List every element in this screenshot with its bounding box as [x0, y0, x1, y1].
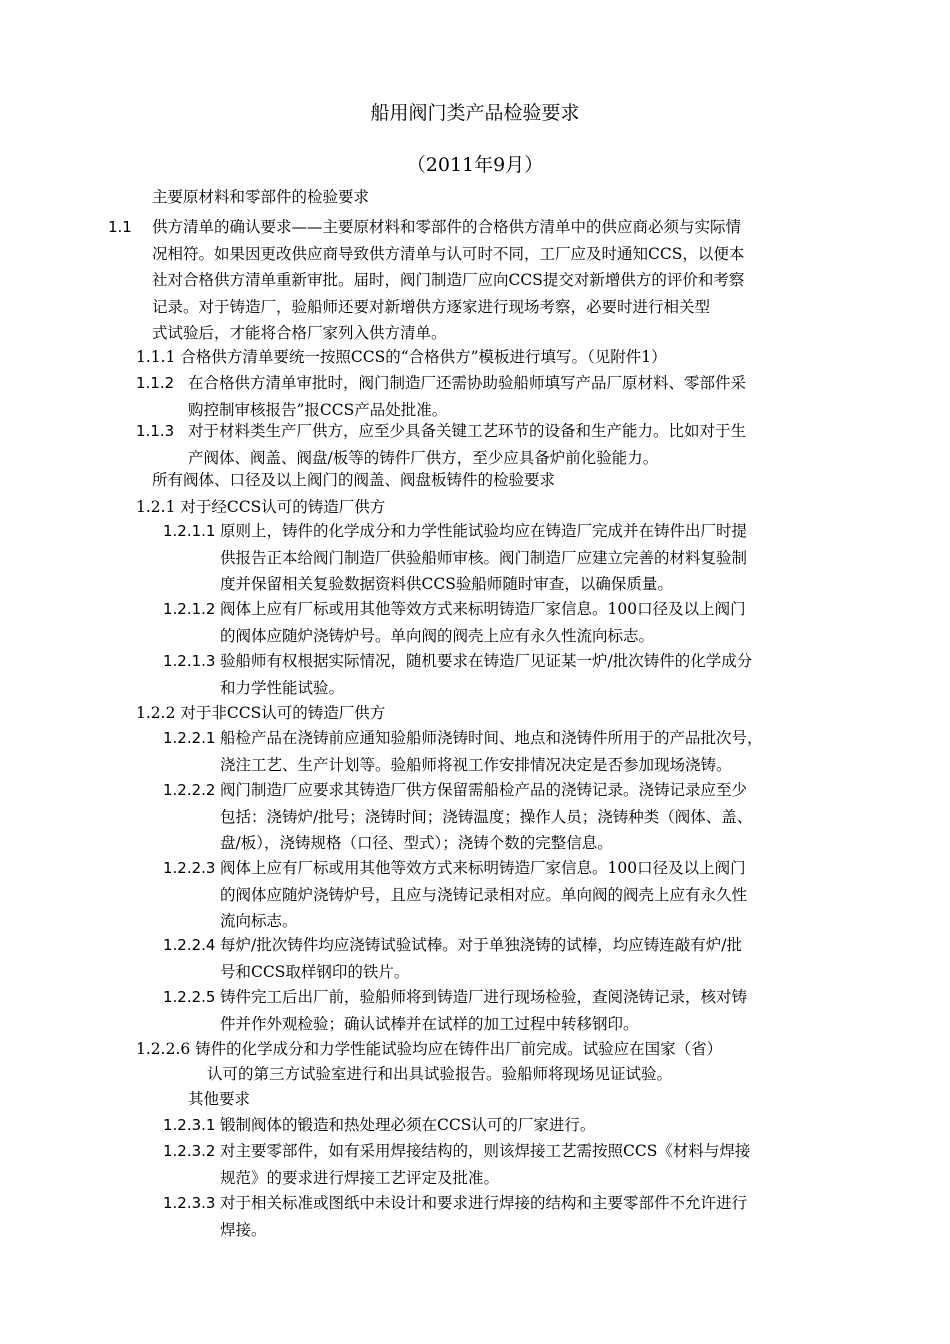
section-1-2-1-3-text: 验船师有权根据实际情况，随机要求在铸造厂见证某一炉/批次铸件的化学成分 和力学性能试验。 — [220, 652, 753, 697]
section-heading-materials: 主要原材料和零部件的检验要求 — [152, 188, 370, 206]
section-1-2-3-3-text: 对于相关标准或图纸中未设计和要求进行焊接的结构和主要零部件不允许进行 焊接。 — [220, 1194, 748, 1239]
document-title: 船用阀门类产品检验要求 — [370, 102, 580, 124]
section-number: 1.1.2 — [136, 374, 175, 392]
section-1-1-text: 供方清单的确认要求——主要原材料和零部件的合格供方清单中的供应商必须与实际情 况相符。如果因更改供应商导致供方清单与认可时不同，工厂应及时通知CCS，以便本 社对合格供方清单重新审批。届时，阀门制造厂应向CCS提交对新增供方的评价和考察 记录。对于铸造厂，验船师还要对新增供方逐家进行现场考察，必要时进行相关型 式试验后，才能将合格厂家列入供方清单。 — [152, 218, 745, 343]
section-1-1-2-text: 在合格供方清单审批时，阀门制造厂还需协助验船师填写产品厂原材料、零部件采 购控制审核报告”报CCS产品处批准。 — [188, 374, 747, 419]
section-number: 1.2.3.3 — [163, 1194, 216, 1212]
section-1-2-2-2-text: 阀门制造厂应要求其铸造厂供方保留需船检产品的浇铸记录。浇铸记录应至少 包括：浇铸炉/批号；浇铸时间；浇铸温度；操作人员；浇铸种类（阀体、盖、 盘/板），浇铸规格（口径、型式）；浇铸个数的完整信息。 — [220, 781, 753, 853]
section-1-1-1-text: 1.1.1 合格供方清单要统一按照CCS的“合格供方”模板进行填写。（见附件1） — [136, 348, 667, 366]
section-number: 1.2.2.2 — [163, 781, 216, 799]
section-number: 1.2.3.2 — [163, 1142, 216, 1160]
section-1-2-2-6-line-1: 1.2.2.6 铸件的化学成分和力学性能试验均应在铸件出厂前完成。试验应在国家（省） — [136, 1040, 723, 1058]
section-number: 1.2.1.1 — [163, 522, 216, 540]
section-number: 1.1.3 — [136, 422, 175, 440]
section-1-2-1-1-text: 原则上，铸件的化学成分和力学性能试验均应在铸造厂完成并在铸件出厂时提 供报告正本给阀门制造厂供验船师审核。阀门制造厂应建立完善的材料复验制 度并保留相关复验数据资料供CCS验船师随时审查，以确保质量。 — [220, 522, 748, 594]
section-1-2-3-2-text: 对主要零部件，如有采用焊接结构的，则该焊接工艺需按照CCS《材料与焊接 规范》的要求进行焊接工艺评定及批准。 — [220, 1142, 751, 1187]
section-1-2-2-4-text: 每炉/批次铸件均应浇铸试验试棒。对于单独浇铸的试棒，均应铸连敲有炉/批 号和CCS取样钢印的铁片。 — [220, 936, 742, 981]
section-number: 1.2.2.5 — [163, 988, 216, 1006]
section-1-2-3-1-text: 锻制阀体的锻造和热处理必须在CCS认可的厂家进行。 — [220, 1116, 596, 1134]
section-number: 1.2.3.1 — [163, 1116, 216, 1134]
section-1-2-2-text: 1.2.2 对于非CCS认可的铸造厂供方 — [136, 704, 386, 722]
section-heading-castings: 所有阀体、口径及以上阀门的阀盖、阀盘板铸件的检验要求 — [152, 471, 556, 489]
section-1-2-2-1-text: 船检产品在浇铸前应通知验船师浇铸时间、地点和浇铸件所用于的产品批次号， 浇注工艺、生产计划等。验船师将视工作安排情况决定是否参加现场浇铸。 — [220, 729, 763, 774]
section-1-2-2-5-text: 铸件完工后出厂前，验船师将到铸造厂进行现场检验，查阅浇铸记录，核对铸 件并作外观检验；确认试棒并在试样的加工过程中转移钢印。 — [220, 988, 748, 1033]
section-number: 1.2.1.2 — [163, 600, 216, 618]
document-date: （2011年9月） — [406, 154, 544, 176]
section-1-2-2-6-line-2: 认可的第三方试验室进行和出具试验报告。验船师将现场见证试验。 — [207, 1065, 673, 1083]
section-1-2-2-3-text: 阀体上应有厂标或用其他等效方式来标明铸造厂家信息。100口径及以上阀门 的阀体应随炉浇铸炉号，且应与浇铸记录相对应。单向阀的阀壳上应有永久性 流向标志。 — [220, 859, 748, 931]
section-number: 1.1 — [108, 218, 132, 236]
section-number: 1.2.1.3 — [163, 652, 216, 670]
section-1-2-1-text: 1.2.1 对于经CCS认可的铸造厂供方 — [136, 498, 386, 516]
section-1-2-1-2-text: 阀体上应有厂标或用其他等效方式来标明铸造厂家信息。100口径及以上阀门 的阀体应随炉浇铸炉号。单向阀的阀壳上应有永久性流向标志。 — [220, 600, 746, 645]
section-1-1-3-text: 对于材料类生产厂供方，应至少具备关键工艺环节的设备和生产能力。比如对于生 产阀体、阀盖、阀盘/板等的铸件厂供方，至少应具备炉前化验能力。 — [188, 422, 747, 467]
section-number: 1.2.2.4 — [163, 936, 216, 954]
section-number: 1.2.2.3 — [163, 859, 216, 877]
section-number: 1.2.2.1 — [163, 729, 216, 747]
section-heading-other: 其他要求 — [188, 1090, 251, 1108]
